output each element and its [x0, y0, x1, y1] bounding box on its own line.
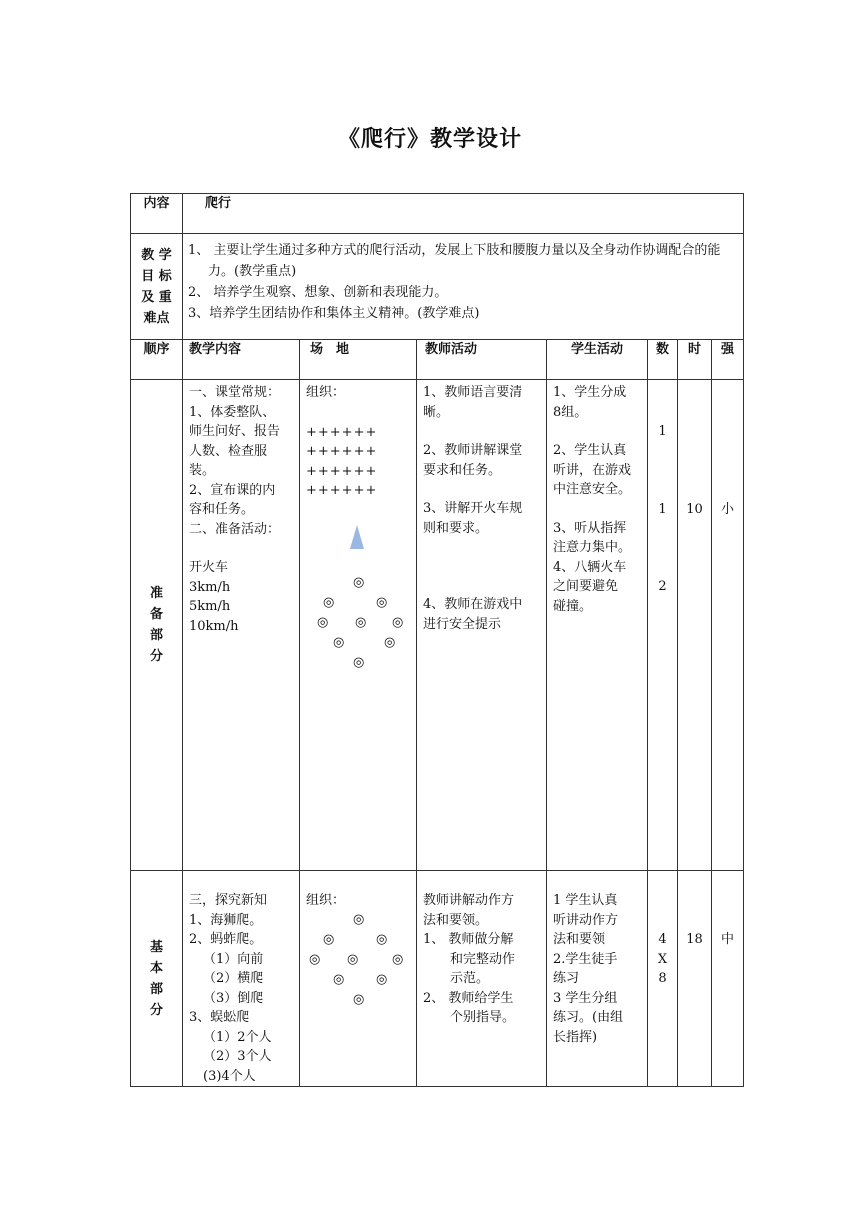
ring-marker-icon: ◎: [333, 635, 345, 650]
ring-marker-icon: ◎: [376, 595, 388, 610]
ring-marker-icon: ◎: [392, 615, 404, 630]
goal-item: 1、 主要让学生通过多种方式的爬行活动，发展上下肢和腰腹力量以及全身动作协调配合的能力。(教学重点): [188, 243, 721, 279]
basic-content: 三，探究新知 1、海狮爬。 2、蚂蚱爬。 （1）向前 （2）横爬 （3）倒爬 3、蜈蚣爬 （1）2个人 （2）3个人 (3)4个人: [183, 871, 300, 1087]
header-count: 数: [648, 340, 678, 380]
basic-count: 4 X 8: [648, 871, 678, 1087]
content-row: [131, 194, 744, 234]
ring-marker-icon: ◎: [353, 575, 365, 590]
prep-intensity: 小: [712, 380, 744, 871]
prep-label: 准 备 部 分: [131, 380, 183, 871]
ring-marker-icon: ◎: [323, 932, 335, 947]
formation-row: ++++++: [306, 463, 378, 479]
page-title: 《爬行》教学设计: [337, 127, 522, 152]
ring-marker-icon: ◎: [309, 952, 321, 967]
cone-icon: [350, 525, 364, 549]
lesson-plan-table: [130, 193, 744, 1087]
basic-intensity: 中: [712, 871, 744, 1087]
header-student: 学生活动: [547, 340, 648, 380]
basic-label: 基 本 部 分: [131, 871, 183, 1087]
header-time: 时: [678, 340, 712, 380]
ring-marker-icon: ◎: [353, 992, 365, 1007]
goal-item: 3、培养学生团结协作和集体主义精神。(教学难点): [188, 306, 480, 321]
ring-marker-icon: ◎: [376, 972, 388, 987]
formation-row: ++++++: [306, 424, 378, 440]
prep-content: 一、课堂常规： 1、体委整队、 师生问好、报告 人数、检查服 装。 2、宣布课的内 容和任务。 二、准备活动： 开火车 3km/h 5km/h 10km/h: [183, 380, 300, 871]
ring-marker-icon: ◎: [317, 615, 329, 630]
formation-row: ++++++: [306, 483, 378, 498]
ring-marker-icon: ◎: [347, 952, 359, 967]
prep-time: 10: [678, 380, 712, 871]
prep-field: 组织： ++++++ ++++++ ++++++ ++++++ ◎ ◎ ◎ ◎ ◎ ◎ ◎ ◎ ◎: [300, 380, 417, 871]
content-label: 内容: [131, 194, 183, 234]
basic-time: 18: [678, 871, 712, 1087]
ring-marker-icon: ◎: [355, 615, 367, 630]
ring-marker-icon: ◎: [323, 595, 335, 610]
prep-count: 1 1 2: [648, 380, 678, 871]
ring-marker-icon: ◎: [333, 972, 345, 987]
ring-marker-icon: ◎: [392, 952, 404, 967]
formation-row: ++++++: [306, 444, 378, 459]
ring-marker-icon: ◎: [384, 635, 396, 650]
header-order: 顺序: [131, 340, 183, 380]
basic-section-row: [131, 871, 744, 1087]
basic-field: 组织： ◎ ◎ ◎ ◎ ◎ ◎ ◎ ◎ ◎: [300, 871, 417, 1087]
header-teacher: 教师活动: [417, 340, 547, 380]
basic-student: 1 学生认真 听讲动作方 法和要领 2.学生徒手 练习 3 学生分组 练习。(由组 长指挥): [547, 871, 648, 1087]
ring-marker-icon: ◎: [376, 932, 388, 947]
prep-section-row: [131, 380, 744, 871]
basic-teacher: 教师讲解动作方 法和要领。 1、 教师做分解 和完整动作 示范。 2、 教师给学生 个别指导。: [417, 871, 547, 1087]
column-header-row: [131, 340, 744, 380]
ring-marker-icon: ◎: [353, 912, 365, 927]
goals-row: [131, 234, 744, 340]
ring-marker-icon: ◎: [353, 655, 365, 670]
goal-item: 2、 培养学生观察、想象、创新和表现能力。: [188, 285, 448, 300]
prep-teacher: 1、教师语言要清 晰。 2、教师讲解课堂 要求和任务。 3、讲解开火车规 则和要求。 4、教师在游戏中 进行安全提示: [417, 380, 547, 871]
goals-label: 教 学 目 标 及 重 难点: [131, 234, 183, 340]
prep-student: 1、学生分成 8组。 2、学生认真 听讲，在游戏 中注意安全。 3、听从指挥 注意力集中。 4、八辆火车 之间要避免 碰撞。: [547, 380, 648, 871]
header-content: 教学内容: [183, 340, 300, 380]
content-value: 爬行: [183, 194, 744, 234]
header-field: 场 地: [300, 340, 417, 380]
header-intensity: 强: [712, 340, 744, 380]
goals-text: [183, 234, 744, 340]
